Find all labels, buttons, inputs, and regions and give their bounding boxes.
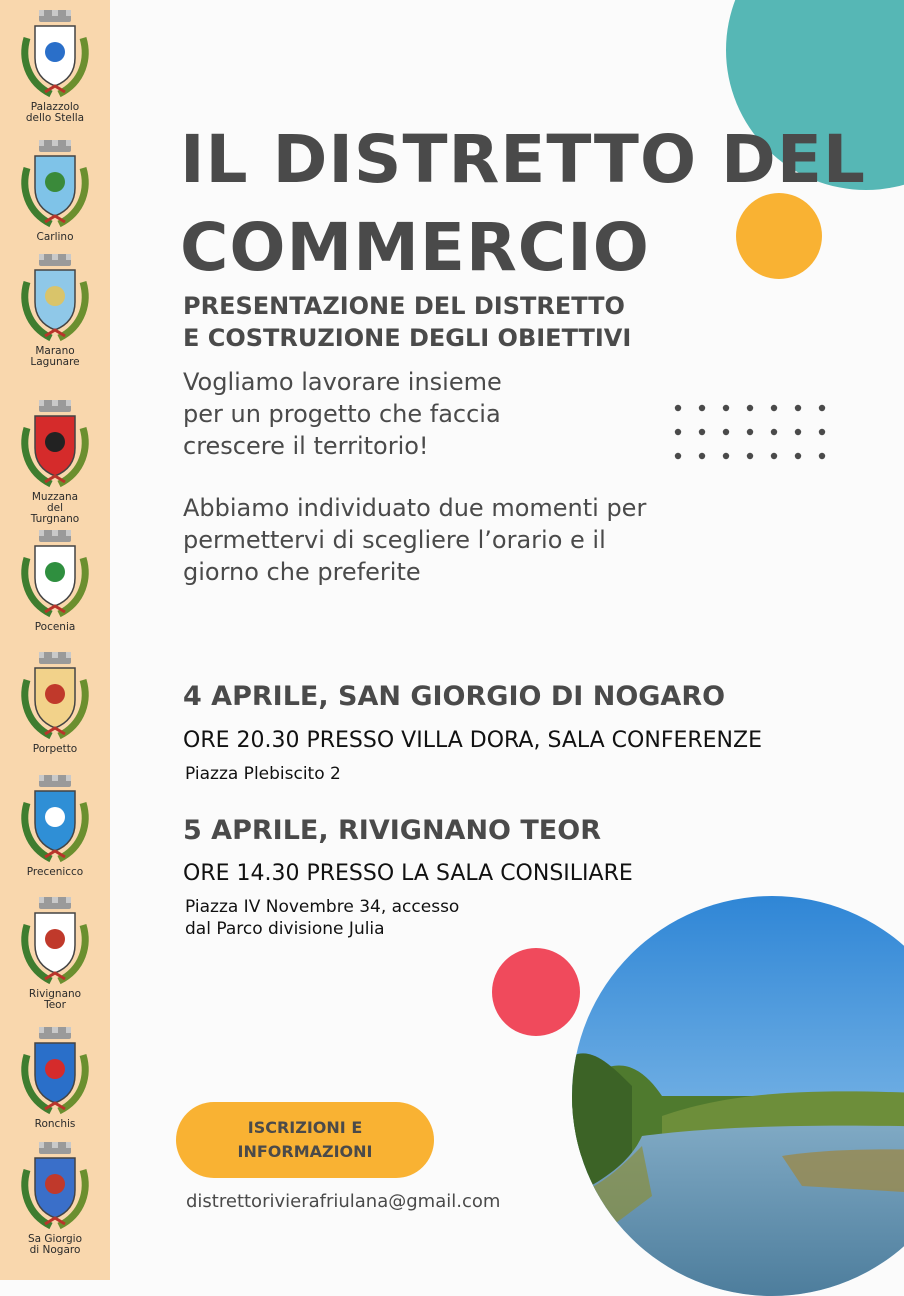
decoration-dot	[795, 405, 801, 411]
decoration-dot	[795, 453, 801, 459]
decoration-dot	[819, 429, 825, 435]
crest-emblem-icon	[17, 1140, 93, 1232]
crest-label: Muzzana del Turgnano	[30, 491, 80, 525]
decoration-dot	[699, 453, 705, 459]
intro-line-3: crescere il territorio!	[183, 432, 429, 460]
municipality-crest	[10, 1140, 100, 1256]
crest-label: Carlino	[36, 231, 74, 243]
decoration-dot	[723, 405, 729, 411]
decoration-dot	[747, 453, 753, 459]
crest-emblem-icon	[17, 773, 93, 865]
moments-line-1: Abbiamo individuato due momenti per	[183, 494, 647, 522]
crest-label: Palazzolo dello Stella	[25, 101, 85, 124]
crest-label: Precenicco	[26, 866, 84, 878]
registration-info-button[interactable]: ISCRIZIONI E INFORMAZIONI	[176, 1102, 434, 1178]
crest-label: Ronchis	[34, 1118, 76, 1130]
municipality-crest	[10, 252, 100, 368]
decoration-dot	[699, 405, 705, 411]
event-2-time: ORE 14.30 PRESSO LA SALA CONSILIARE	[183, 861, 633, 886]
intro-line-2: per un progetto che faccia	[183, 400, 501, 428]
crest-emblem-icon	[17, 528, 93, 620]
decoration-dot	[819, 453, 825, 459]
decoration-dot	[699, 429, 705, 435]
title-line-2: COMMERCIO	[180, 209, 650, 286]
municipality-crest	[10, 8, 100, 124]
event-1-address-line-1: Piazza Plebiscito 2	[185, 764, 341, 784]
municipality-crest	[10, 773, 100, 878]
municipality-crest	[10, 895, 100, 1011]
event-1-address	[185, 763, 341, 785]
subtitle	[183, 290, 631, 354]
event-2-date: 5 APRILE, RIVIGNANO TEOR	[183, 815, 601, 846]
decoration-dot	[771, 405, 777, 411]
intro-line-1: Vogliamo lavorare insieme	[183, 368, 502, 396]
moments-line-2: permettervi di scegliere l’orario e il	[183, 526, 606, 554]
crest-emblem-icon	[17, 252, 93, 344]
decoration-dot	[675, 453, 681, 459]
decoration-dot	[795, 429, 801, 435]
title-line-1: IL DISTRETTO DEL	[180, 121, 866, 198]
crest-emblem-icon	[17, 895, 93, 987]
moments-paragraph	[183, 492, 646, 588]
municipality-crest	[10, 1025, 100, 1130]
crest-emblem-icon	[17, 1025, 93, 1117]
municipality-crest	[10, 650, 100, 755]
decoration-dot	[675, 429, 681, 435]
river-photo	[572, 896, 904, 1296]
crest-emblem-icon	[17, 8, 93, 100]
crest-label: Pocenia	[34, 621, 76, 633]
crest-label: Porpetto	[32, 743, 78, 755]
contact-email[interactable]: distrettorivierafriulana@gmail.com	[186, 1191, 501, 1212]
crest-emblem-icon	[17, 650, 93, 742]
decoration-dot	[819, 405, 825, 411]
event-1-time: ORE 20.30 PRESSO VILLA DORA, SALA CONFERENZE	[183, 728, 762, 753]
decoration-dot	[747, 405, 753, 411]
decoration-dot	[675, 405, 681, 411]
red-circle-decoration	[492, 948, 580, 1036]
subtitle-line-1: PRESENTAZIONE DEL DISTRETTO	[183, 292, 625, 320]
municipality-crest	[10, 398, 100, 525]
event-2-address	[185, 896, 459, 940]
crest-emblem-icon	[17, 138, 93, 230]
crest-label: Marano Lagunare	[30, 345, 80, 368]
decoration-dot	[723, 429, 729, 435]
crest-emblem-icon	[17, 398, 93, 490]
subtitle-line-2: E COSTRUZIONE DEGLI OBIETTIVI	[183, 324, 632, 352]
event-2-address-line-1: Piazza IV Novembre 34, accesso	[185, 897, 460, 917]
municipality-crest	[10, 528, 100, 633]
crest-label: Sa Giorgio di Nogaro	[27, 1233, 83, 1256]
decoration-dot	[747, 429, 753, 435]
decoration-dot	[771, 429, 777, 435]
event-1-date: 4 APRILE, SAN GIORGIO DI NOGARO	[183, 681, 726, 712]
event-2-address-line-2: dal Parco divisione Julia	[185, 919, 385, 939]
municipality-crest	[10, 138, 100, 243]
decoration-dot	[723, 453, 729, 459]
page-title	[180, 116, 866, 292]
dot-grid-decoration	[672, 400, 832, 464]
decoration-dot	[771, 453, 777, 459]
intro-paragraph	[183, 366, 502, 462]
moments-line-3: giorno che preferite	[183, 558, 421, 586]
sidebar-crests	[0, 0, 110, 1280]
crest-label: Rivignano Teor	[28, 988, 82, 1011]
